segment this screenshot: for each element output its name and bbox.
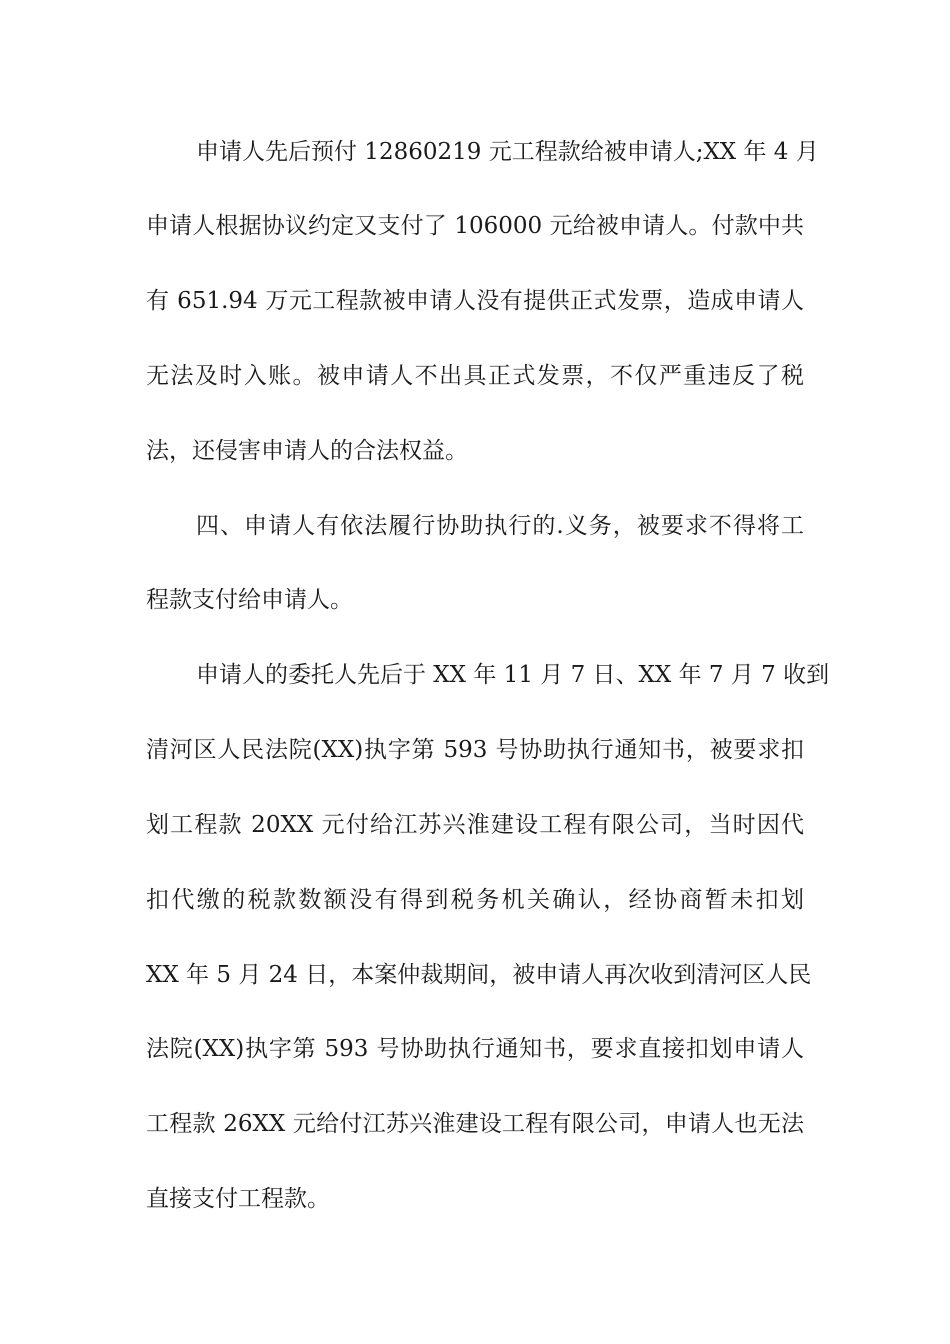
text-line: 申请人先后预付 12860219 元工程款给被申请人;XX 年 4 月: [196, 139, 819, 165]
text-line: 扣代缴的税款数额没有得到税务机关确认，经协商暂未扣划: [146, 887, 804, 913]
text-line: 清河区人民法院(XX)执字第 593 号协助执行通知书，被要求扣: [146, 737, 804, 763]
text-line: 申请人根据协议约定又支付了 106000 元给被申请人。付款中共: [146, 213, 804, 239]
text-line: 工程款 26XX 元给付江苏兴淮建设工程有限公司，申请人也无法: [146, 1111, 804, 1137]
text-line: 法院(XX)执字第 593 号协助执行通知书，要求直接扣划申请人: [146, 1036, 804, 1062]
text-line: XX 年 5 月 24 日，本案仲裁期间，被申请人再次收到清河区人民: [146, 962, 812, 988]
section-heading: 四、申请人有依法履行协助执行的.义务，被要求不得将工: [196, 513, 804, 539]
text-line: 划工程款 20XX 元付给江苏兴淮建设工程有限公司，当时因代: [146, 812, 804, 838]
text-line: 直接支付工程款。: [146, 1186, 330, 1212]
text-line: 有 651.94 万元工程款被申请人没有提供正式发票，造成申请人: [146, 288, 804, 314]
text-line: 无法及时入账。被申请人不出具正式发票，不仅严重违反了税: [146, 363, 804, 389]
text-line: 法，还侵害申请人的合法权益。: [146, 438, 468, 464]
text-line: 申请人的委托人先后于 XX 年 11 月 7 日、XX 年 7 月 7 收到: [196, 662, 830, 688]
text-line: 程款支付给申请人。: [146, 587, 353, 613]
